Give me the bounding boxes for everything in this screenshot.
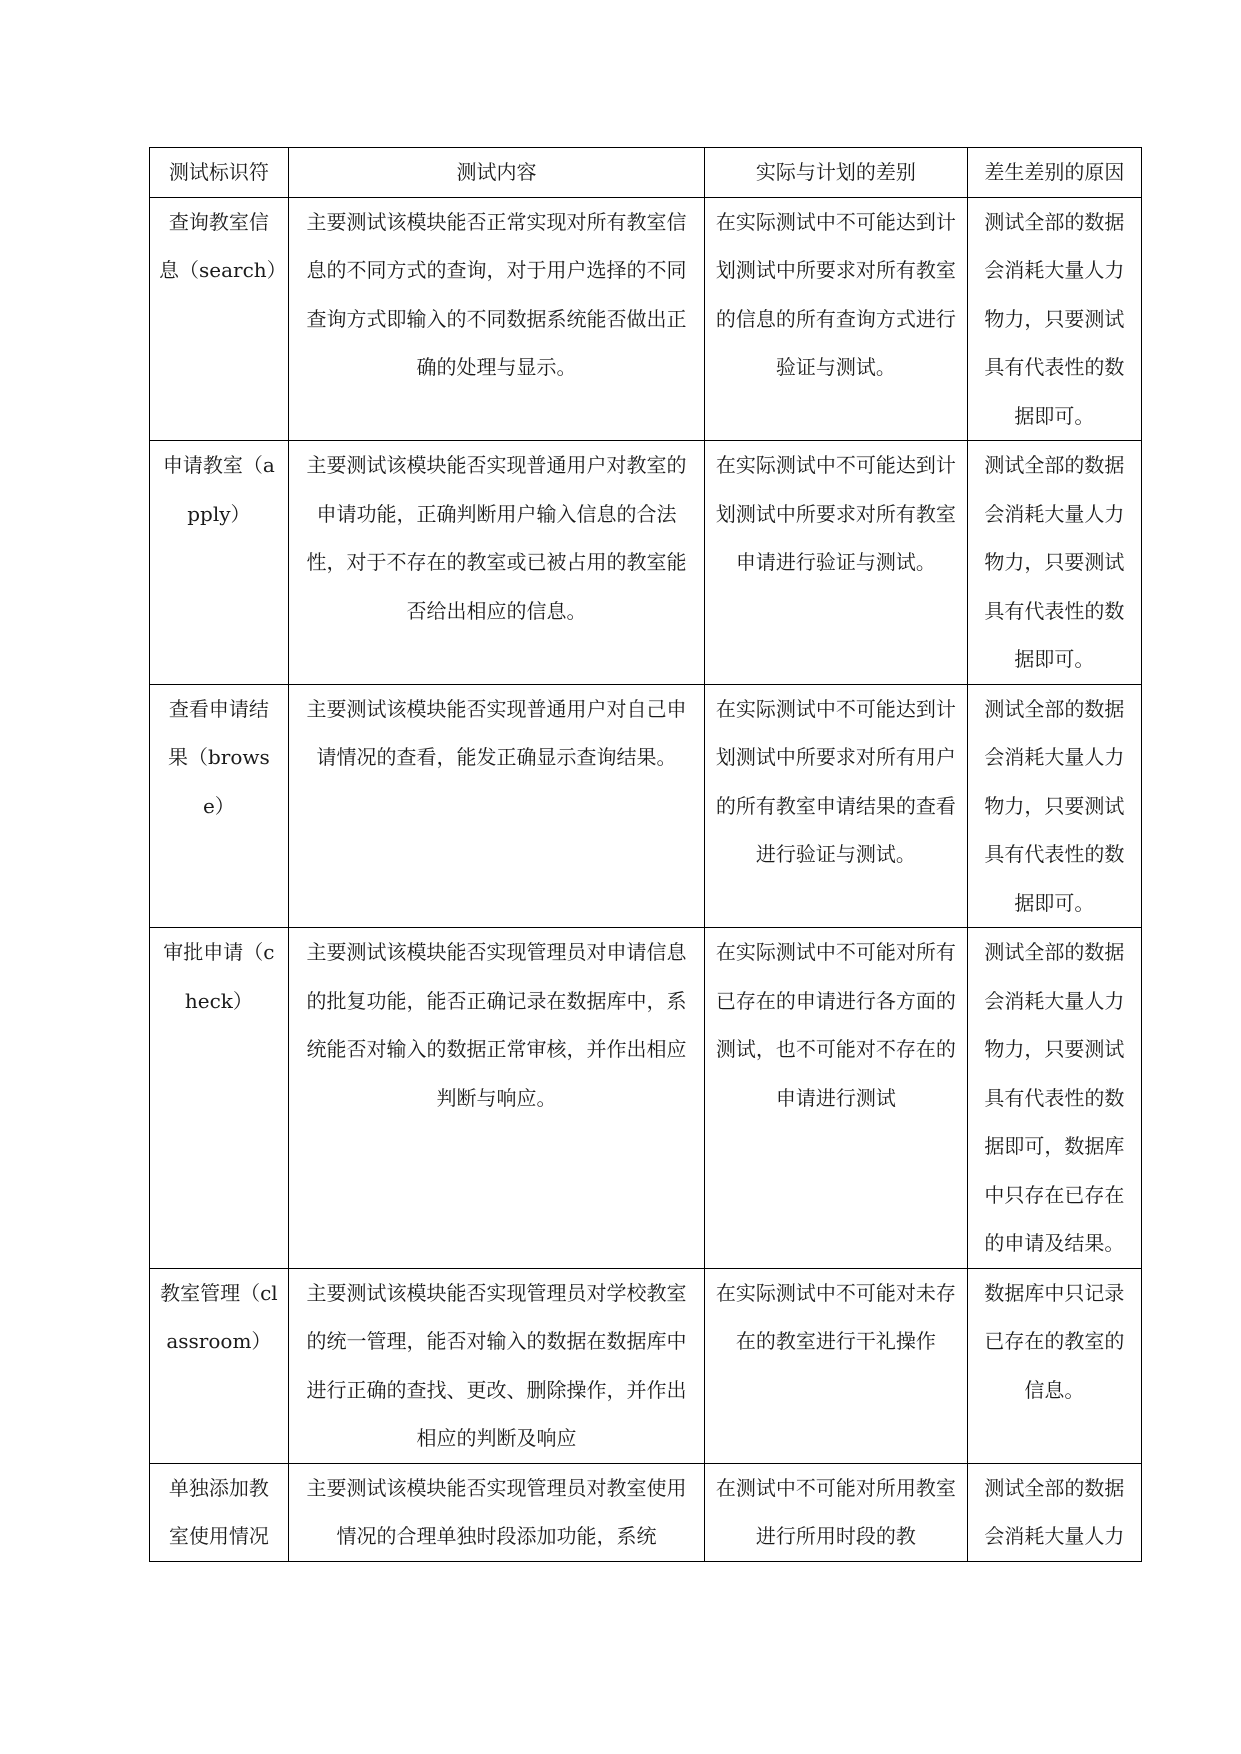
cell-difference-reason: 数据库中只记录已存在的教室的信息。 xyxy=(967,1268,1141,1463)
header-test-content: 测试内容 xyxy=(288,148,704,198)
cell-test-id: 查询教室信息（search） xyxy=(150,197,289,441)
cell-difference-reason: 测试全部的数据会消耗大量人力物力，只要测试具有代表性的数据即可。 xyxy=(967,441,1141,685)
cell-plan-difference: 在实际测试中不可能达到计划测试中所要求对所有教室的信息的所有查询方式进行验证与测试。 xyxy=(705,197,968,441)
table-row xyxy=(150,684,1142,928)
table-row xyxy=(150,197,1142,441)
cell-difference-reason: 测试全部的数据会消耗大量人力物力，只要测试具有代表性的数据即可。 xyxy=(967,684,1141,928)
cell-test-content: 主要测试该模块能否正常实现对所有教室信息的不同方式的查询，对于用户选择的不同查询方式即输入的不同数据系统能否做出正确的处理与显示。 xyxy=(288,197,704,441)
header-difference-reason: 差生差别的原因 xyxy=(967,148,1141,198)
cell-difference-reason: 测试全部的数据会消耗大量人力物力，只要测试具有代表性的数据即可。 xyxy=(967,197,1141,441)
cell-test-content: 主要测试该模块能否实现管理员对教室使用情况的合理单独时段添加功能，系统 xyxy=(288,1463,704,1561)
table-row xyxy=(150,441,1142,685)
test-difference-table xyxy=(149,147,1142,1562)
cell-test-id: 查看申请结果（browse） xyxy=(150,684,289,928)
cell-test-id: 申请教室（apply） xyxy=(150,441,289,685)
cell-plan-difference: 在测试中不可能对所用教室进行所用时段的教 xyxy=(705,1463,968,1561)
cell-difference-reason: 测试全部的数据会消耗大量人力 xyxy=(967,1463,1141,1561)
cell-plan-difference: 在实际测试中不可能达到计划测试中所要求对所有教室申请进行验证与测试。 xyxy=(705,441,968,685)
cell-test-id: 教室管理（classroom） xyxy=(150,1268,289,1463)
cell-difference-reason: 测试全部的数据会消耗大量人力物力，只要测试具有代表性的数据即可，数据库中只存在已存在的申请及结果。 xyxy=(967,928,1141,1269)
cell-test-id: 单独添加教室使用情况 xyxy=(150,1463,289,1561)
cell-test-content: 主要测试该模块能否实现普通用户对教室的申请功能，正确判断用户输入信息的合法性，对于不存在的教室或已被占用的教室能否给出相应的信息。 xyxy=(288,441,704,685)
cell-test-content: 主要测试该模块能否实现管理员对申请信息的批复功能，能否正确记录在数据库中，系统能否对输入的数据正常审核，并作出相应判断与响应。 xyxy=(288,928,704,1269)
cell-test-content: 主要测试该模块能否实现管理员对学校教室的统一管理，能否对输入的数据在数据库中进行正确的查找、更改、删除操作，并作出相应的判断及响应 xyxy=(288,1268,704,1463)
cell-test-id: 审批申请（check） xyxy=(150,928,289,1269)
cell-plan-difference: 在实际测试中不可能对未存在的教室进行干礼操作 xyxy=(705,1268,968,1463)
header-plan-difference: 实际与计划的差别 xyxy=(705,148,968,198)
table-row xyxy=(150,1463,1142,1561)
header-test-id: 测试标识符 xyxy=(150,148,289,198)
table-header-row xyxy=(150,148,1142,198)
table-row xyxy=(150,928,1142,1269)
cell-plan-difference: 在实际测试中不可能对所有已存在的申请进行各方面的测试，也不可能对不存在的申请进行测试 xyxy=(705,928,968,1269)
cell-plan-difference: 在实际测试中不可能达到计划测试中所要求对所有用户的所有教室申请结果的查看进行验证与测试。 xyxy=(705,684,968,928)
table-row xyxy=(150,1268,1142,1463)
cell-test-content: 主要测试该模块能否实现普通用户对自己申请情况的查看，能发正确显示查询结果。 xyxy=(288,684,704,928)
